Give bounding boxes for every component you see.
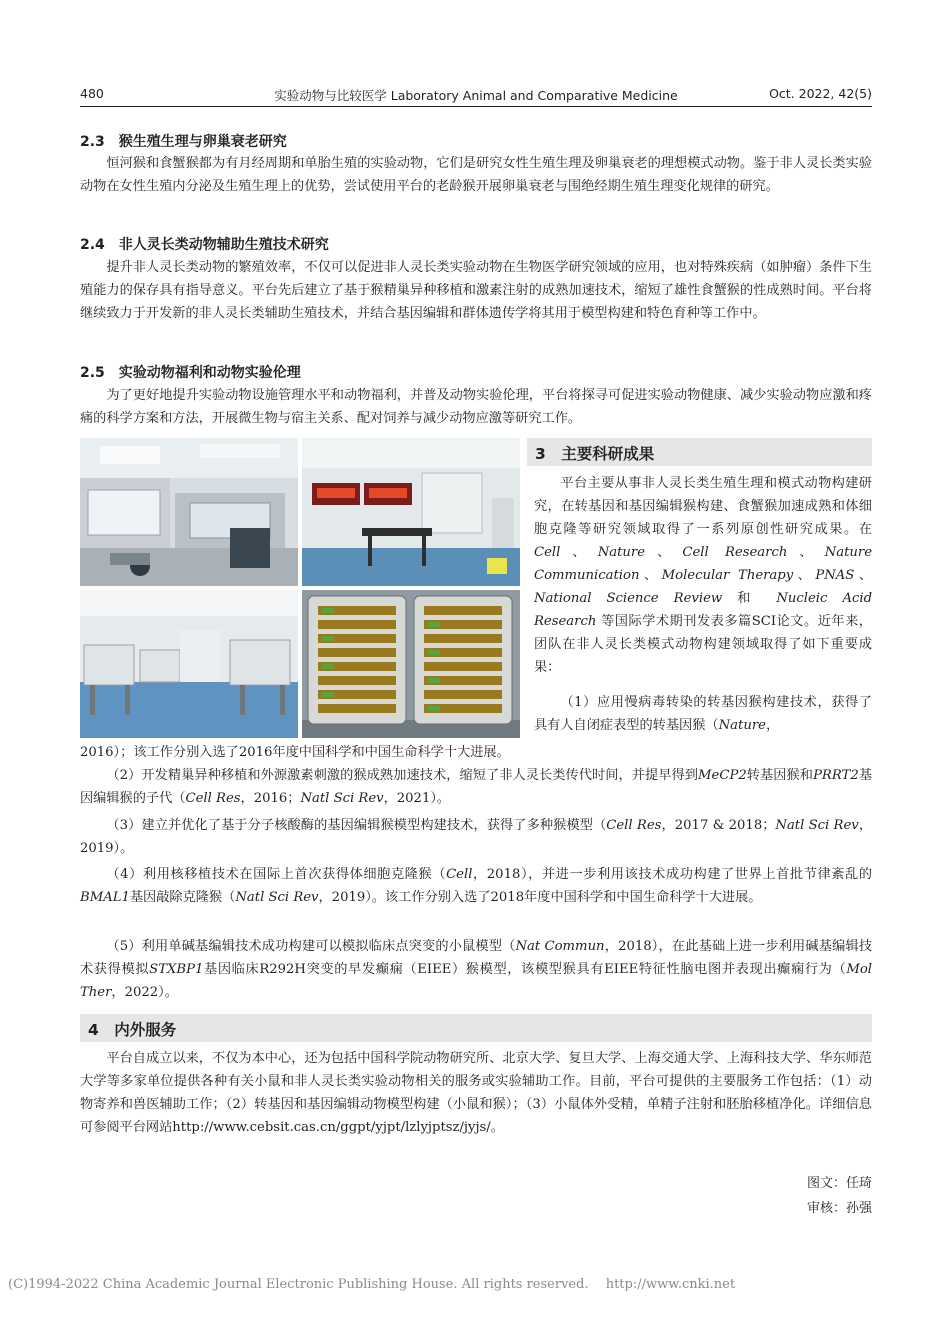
intro-text-a: 平台主要从事非人灵长类生殖生理和模式动物构建研究，在转基因和基因编辑猴构建、食蟹猴加速成熟和体细胞克隆等研究领域取得了一系列原创性研究成果。在	[534, 476, 872, 537]
journal-nucleic-acid-research: Nucleic Acid Research	[534, 591, 873, 629]
item-4-text-a: （4）利用核移植技术在国际上首次获得体细胞克隆猴（	[106, 867, 447, 882]
journal-nature-communication: Nature Communication	[534, 545, 873, 583]
separator: 、	[645, 545, 683, 560]
separator: 、	[854, 568, 873, 583]
item-5-text-c: 基因临床R292H突变的早发癫痫（EIEE）猴模型，该模型猴具有EIEE特征性脑电图并表现出癫痫行为（	[203, 962, 847, 977]
section-4-heading-bar	[80, 1014, 872, 1042]
item-4-text-b: ，2018），并进一步利用该技术成功构建了世界上首批节律紊乱的	[472, 867, 873, 882]
section-4-heading: 4 内外服务	[88, 1021, 177, 1039]
lab-photo-biosafety-cabinet	[80, 438, 298, 586]
copyright-footer: (C)1994-2022 China Academic Journal Electronic Publishing House. All rights reserved. http://www.cnki.net	[8, 1277, 736, 1292]
item-2-text-a: （2）开发精巢异种移植和外源激素刺激的猴成熟加速技术，缩短了非人灵长类传代时间，并提早得到	[106, 768, 699, 783]
item-3-journal-2: Natl Sci Rev	[775, 818, 859, 833]
section-2-5-heading: 2.5 实验动物福利和动物实验伦理	[80, 365, 301, 381]
item-1-text: （1）应用慢病毒转染的转基因猴构建技术，获得了具有人自闭症表型的转基因猴（	[534, 695, 872, 733]
item-3-journal-1: Cell Res	[606, 818, 662, 833]
intro-text-b: 等国际学术期刊发表多篇SCI论文。近年来，团队在非人灵长类模式动物构建领域取得了如下重要成果：	[534, 614, 872, 675]
achievement-item-5	[80, 935, 872, 1004]
journal-nature: Nature	[597, 545, 646, 560]
item-1-comma: ，	[765, 718, 780, 733]
separator: 、	[560, 545, 598, 560]
item-5-text-b: ，2018），在此基础上进一步利用碱基编辑技术获得模拟	[80, 939, 873, 977]
journal-title: 实验动物与比较医学 Laboratory Animal and Comparative Medicine	[274, 88, 678, 103]
item-1-journal: Nature	[718, 718, 766, 733]
item-2-journal-1: Cell Res	[185, 791, 241, 806]
journal-cell-research: Cell Research	[682, 545, 788, 560]
item-3-text-c: ，2019）。	[80, 818, 872, 856]
section-2-5-paragraph: 为了更好地提升实验动物设施管理水平和动物福利，并普及动物实验伦理，平台将探寻可促进实验动物健康、减少实验动物应激和疼痛的科学方案和方法，开展微生物与宿主关系、配对饲养与减少动物应激等研究工作。	[80, 388, 872, 426]
page-number: 480	[80, 86, 104, 101]
item-2-journal-2: Natl Sci Rev	[300, 791, 384, 806]
credit-review-by: 审核：孙强	[806, 1201, 872, 1216]
item-4-text-d: ，2019）。该工作分别入选了2018年度中国科学和中国生命科学十大进展。	[318, 890, 762, 905]
item-5-text-d: ，2022）。	[111, 985, 178, 1000]
lab-photo-cage-racks	[302, 590, 520, 738]
item-5-text-a: （5）利用单碱基编辑技术成功构建可以模拟临床点突变的小鼠模型（	[106, 939, 516, 954]
item-3-text-a: （3）建立并优化了基于分子核酸酶的基因编辑猴模型构建技术，获得了多种猴模型（	[106, 818, 607, 833]
issue-date: Oct. 2022, 42(5)	[769, 86, 872, 101]
gene-prrt2: PRRT2	[813, 768, 859, 783]
achievement-item-2	[80, 764, 872, 810]
conjunction: 和	[722, 591, 777, 606]
gene-stxbp1: STXBP1	[149, 962, 204, 977]
journal-molecular-therapy: Molecular Therapy	[661, 568, 794, 583]
section-2-4-heading: 2.4 非人灵长类动物辅助生殖技术研究	[80, 237, 329, 253]
section-2-3-heading: 2.3 猴生殖生理与卵巢衰老研究	[80, 134, 287, 150]
gene-mecp2: MeCP2	[698, 768, 747, 783]
section-2-4-paragraph: 提升非人灵长类动物的繁殖效率，不仅可以促进非人灵长类实验动物在生物医学研究领域的应用，也对特殊疾病（如肿瘤）条件下生殖能力的保存具有指导意义。平台先后建立了基于猴精巢异种移植和激素注射的成熟加速技术，缩短了雄性食蟹猴的性成熟时间。平台将继续致力于开发新的非人灵长类辅助生殖技术，并结合基因编辑和群体遗传学将其用于模型构建和特色育种等工作中。	[80, 260, 872, 321]
separator: 、	[787, 545, 825, 560]
section-4-paragraph: 平台自成立以来，不仅为本中心，还为包括中国科学院动物研究所、北京大学、复旦大学、上海交通大学、上海科技大学、华东师范大学等多家单位提供各种有关小鼠和非人灵长类实验动物相关的服务或实验辅助工作。目前，平台可提供的主要服务工作包括：（1）动物寄养和兽医辅助工作；（2）转基因和基因编辑动物模型构建（小鼠和猴）；（3）小鼠体外受精，单精子注射和胚胎移植净化。详细信息可参阅平台网站http://www.cebsit.cas.cn/ggpt/yjpt/lzlyjptsz/jyjs/。	[80, 1051, 872, 1135]
section-3-heading: 3 主要科研成果	[535, 445, 655, 463]
section-2-3-paragraph: 恒河猴和食蟹猴都为有月经周期和单胎生殖的实验动物，它们是研究女性生殖生理及卵巢衰老的理想模式动物。鉴于非人灵长类实验动物在女性生殖内分泌及生殖生理上的优势，尝试使用平台的老龄猴开展卵巢衰老与围绝经期生殖生理变化规律的研究。	[80, 156, 872, 194]
achievement-item-3	[80, 814, 872, 860]
header-rule	[80, 106, 872, 107]
item-5-journal-2: Mol Ther	[80, 962, 873, 1000]
separator: 、	[639, 568, 662, 583]
journal-pnas: PNAS	[815, 568, 855, 583]
item-2-text-e: ，2021）。	[383, 791, 451, 806]
running-header	[80, 84, 872, 106]
item-4-text-c: 基因敲除克隆猴（	[129, 890, 236, 905]
journal-cell: Cell	[534, 545, 561, 560]
achievement-item-1-end: 2016）；该工作分别入选了2016年度中国科学和中国生命科学十大进展。	[80, 745, 510, 760]
gene-bmal1: BMAL1	[80, 890, 130, 905]
item-4-journal-1: Cell	[446, 867, 473, 882]
item-2-text-c: 基因编辑猴的子代（	[80, 768, 873, 806]
journal-national-science-review: National Science Review	[534, 591, 723, 606]
section-3-intro-paragraph	[534, 472, 872, 679]
achievement-item-4	[80, 863, 872, 909]
item-2-text-b: 转基因猴和	[746, 768, 814, 783]
lab-photo-clean-room	[302, 438, 520, 586]
item-5-journal-1: Nat Commun	[515, 939, 605, 954]
separator: 、	[793, 568, 816, 583]
item-4-journal-2: Natl Sci Rev	[235, 890, 319, 905]
section-3-heading-bar	[527, 438, 872, 466]
credit-text-by: 图文：任琦	[806, 1176, 872, 1191]
lab-photo-animal-room	[80, 590, 298, 738]
achievement-item-1-start	[534, 691, 872, 737]
item-2-text-d: ，2016；	[240, 791, 301, 806]
item-3-text-b: ，2017 & 2018；	[661, 818, 776, 833]
